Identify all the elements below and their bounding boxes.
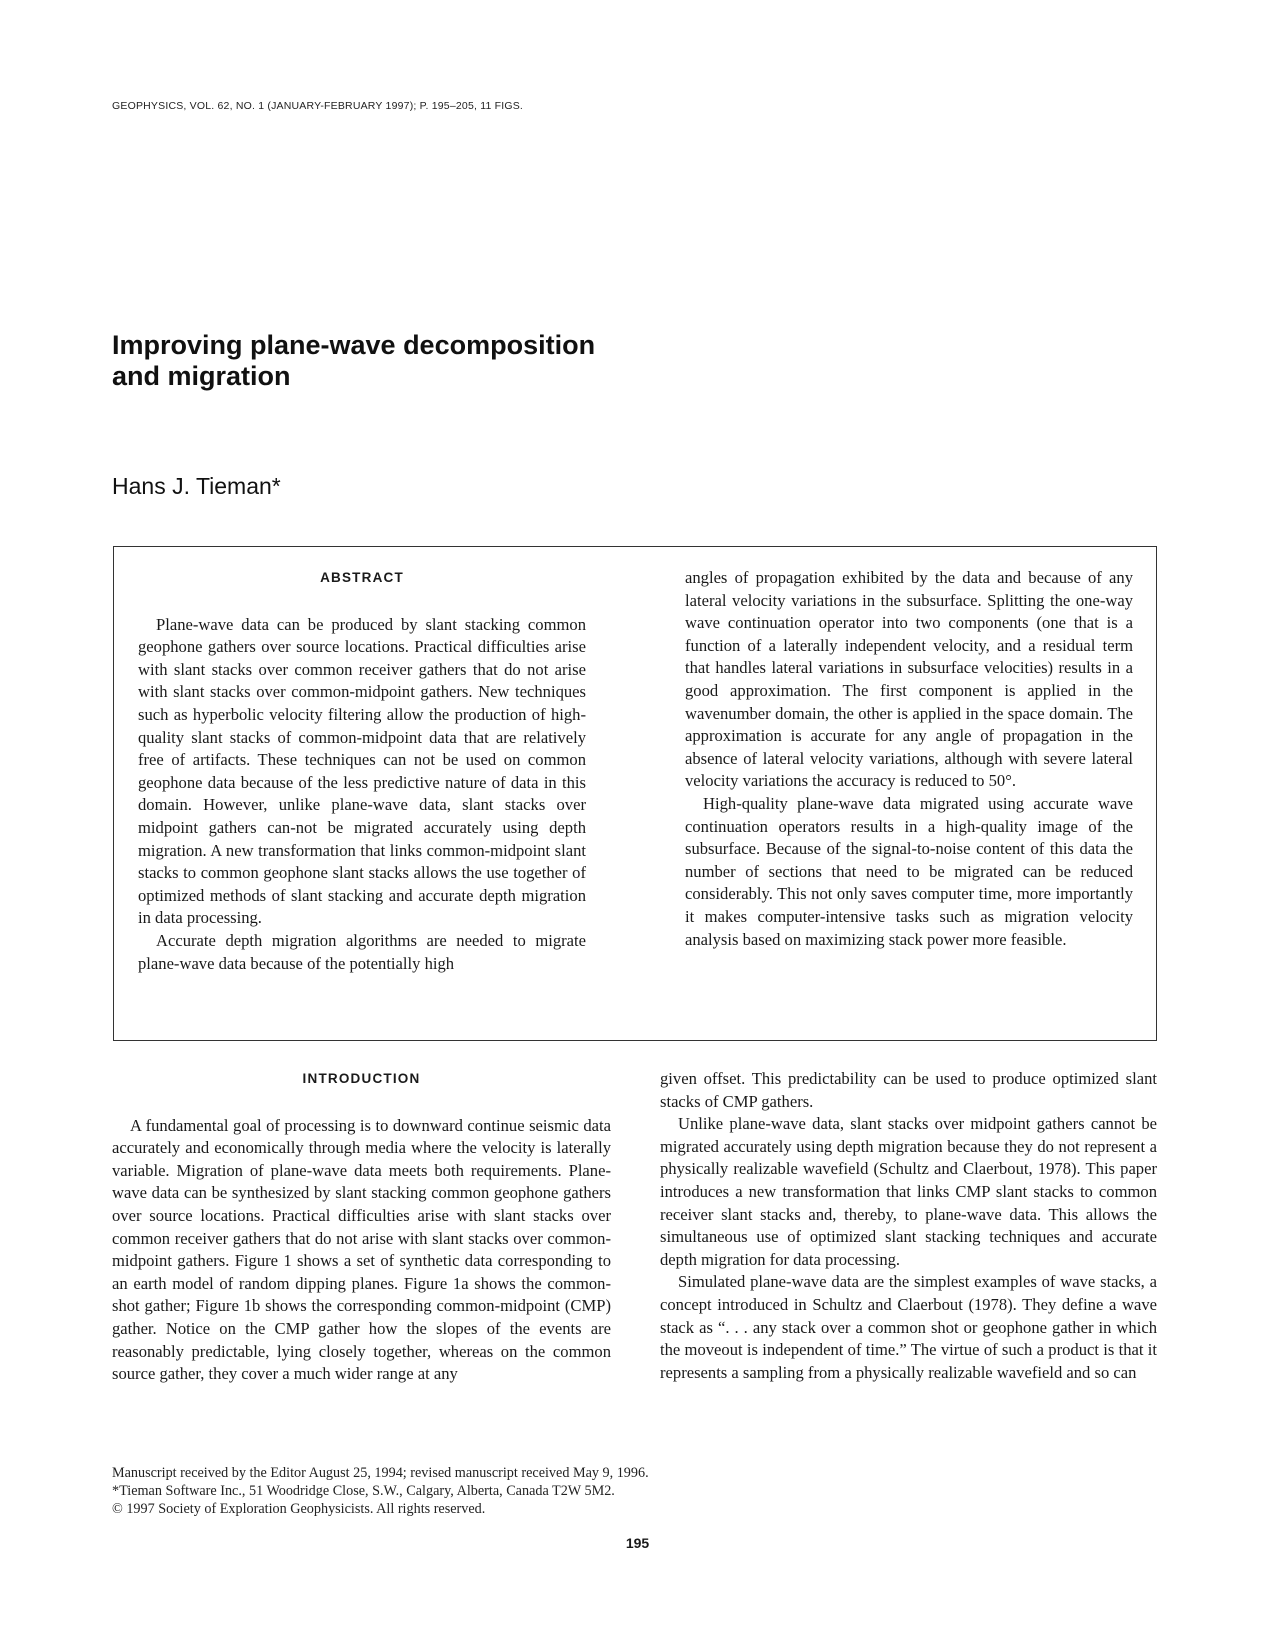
introduction-paragraph-continued: given offset. This predictability can be used to produce optimized slant stacks of CMP gathers. xyxy=(660,1069,1157,1111)
abstract-heading: ABSTRACT xyxy=(320,570,404,585)
author-affiliation-note: *Tieman Software Inc., 51 Woodridge Close, S.W., Calgary, Alberta, Canada T2W 5M2. xyxy=(112,1483,615,1499)
author-name: Hans J. Tieman* xyxy=(112,473,281,499)
introduction-paragraph: A fundamental goal of processing is to downward continue seismic data accurately and economically through media where the velocity is laterally variable. Migration of plane-wave data meets both requirements. Plane-wave data can be synthesized by slant stacking common geophone gathers over source locations. Practical difficulties arise with slant stacks over common receiver gathers that do not arise with slant stacks over common-midpoint gathers. Figure 1 shows a set of synthetic data corresponding to an earth model of random dipping planes. Figure 1a shows the common-shot gather; Figure 1b shows the corresponding common-midpoint (CMP) gather. Notice on the CMP gather how the slopes of the events are reasonably predictable, lying closely together, whereas on the common source gather, they cover a much wider range at any xyxy=(112,1115,611,1384)
manuscript-received-note: Manuscript received by the Editor August 25, 1994; revised manuscript received May 9, 1996. xyxy=(112,1465,649,1481)
body-left-column xyxy=(112,1068,611,1386)
abstract-box xyxy=(113,546,1157,1041)
introduction-paragraph: Unlike plane-wave data, slant stacks over midpoint gathers cannot be migrated accurately using depth migration because they do not represent a physically realizable wavefield (Schultz and Claerbout, 1978). This paper introduces a new transformation that links CMP slant stacks to common receiver slant stacks and, thereby, to plane-wave data. This allows the simultaneous use of optimized slant stacking techniques and accurate depth migration for data processing. xyxy=(660,1114,1157,1269)
footnotes xyxy=(112,1464,649,1518)
introduction-heading: INTRODUCTION xyxy=(302,1071,421,1086)
paper-title xyxy=(112,330,812,392)
body-right-column xyxy=(660,1068,1157,1384)
running-head: GEOPHYSICS, VOL. 62, NO. 1 (JANUARY-FEBRUARY 1997); P. 195–205, 11 FIGS. xyxy=(112,100,524,112)
abstract-right-column xyxy=(685,567,1133,951)
copyright-note: © 1997 Society of Exploration Geophysicists. All rights reserved. xyxy=(112,1501,486,1517)
paper-title-line-2: and migration xyxy=(112,361,291,391)
abstract-left-column xyxy=(138,567,586,975)
abstract-paragraph-continued: angles of propagation exhibited by the data and because of any lateral velocity variations in the subsurface. Splitting the one-way wave continuation operator into two components (one that is a function of a laterally independent velocity, and a residual term that handles lateral variations in subsurface velocities) results in a good approximation. The first component is applied in the wavenumber domain, the other is applied in the space domain. The approximation is accurate for any angle of propagation in the absence of lateral velocity variations, although with severe lateral velocity variations the accuracy is reduced to 50°. xyxy=(685,568,1133,791)
paper-title-line-1: Improving plane-wave decomposition xyxy=(112,330,596,360)
introduction-paragraph: Simulated plane-wave data are the simplest examples of wave stacks, a concept introduced in Schultz and Claerbout (1978). They define a wave stack as “. . . any stack over a common shot or geophone gather in which the moveout is independent of time.” The virtue of such a product is that it represents a sampling from a physically realizable wavefield and so can xyxy=(660,1272,1157,1382)
abstract-paragraph: High-quality plane-wave data migrated using accurate wave continuation operators results in a high-quality image of the subsurface. Because of the signal-to-noise content of this data the number of sections that need to be migrated can be reduced considerably. This not only saves computer time, more importantly it makes computer-intensive tasks such as migration velocity analysis based on maximizing stack power more feasible. xyxy=(685,793,1133,949)
abstract-paragraph: Accurate depth migration algorithms are needed to migrate plane-wave data because of the potentially high xyxy=(138,930,586,973)
page-number: 195 xyxy=(625,1535,650,1551)
abstract-paragraph: Plane-wave data can be produced by slant stacking common geophone gathers over source locations. Practical difficulties arise with slant stacks over common receiver gathers that do not arise with slant stacks over common-midpoint gathers. New techniques such as hyperbolic velocity filtering allow the production of high-quality slant stacks of common-midpoint data that are relatively free of artifacts. These techniques can not be used on common geophone data because of the less predictive nature of data in this domain. However, unlike plane-wave data, slant stacks over midpoint gathers can-not be migrated accurately using depth migration. A new transformation that links common-midpoint slant stacks to common geophone slant stacks allows the use together of optimized methods of slant stacking and accurate depth migration in data processing. xyxy=(138,614,586,928)
